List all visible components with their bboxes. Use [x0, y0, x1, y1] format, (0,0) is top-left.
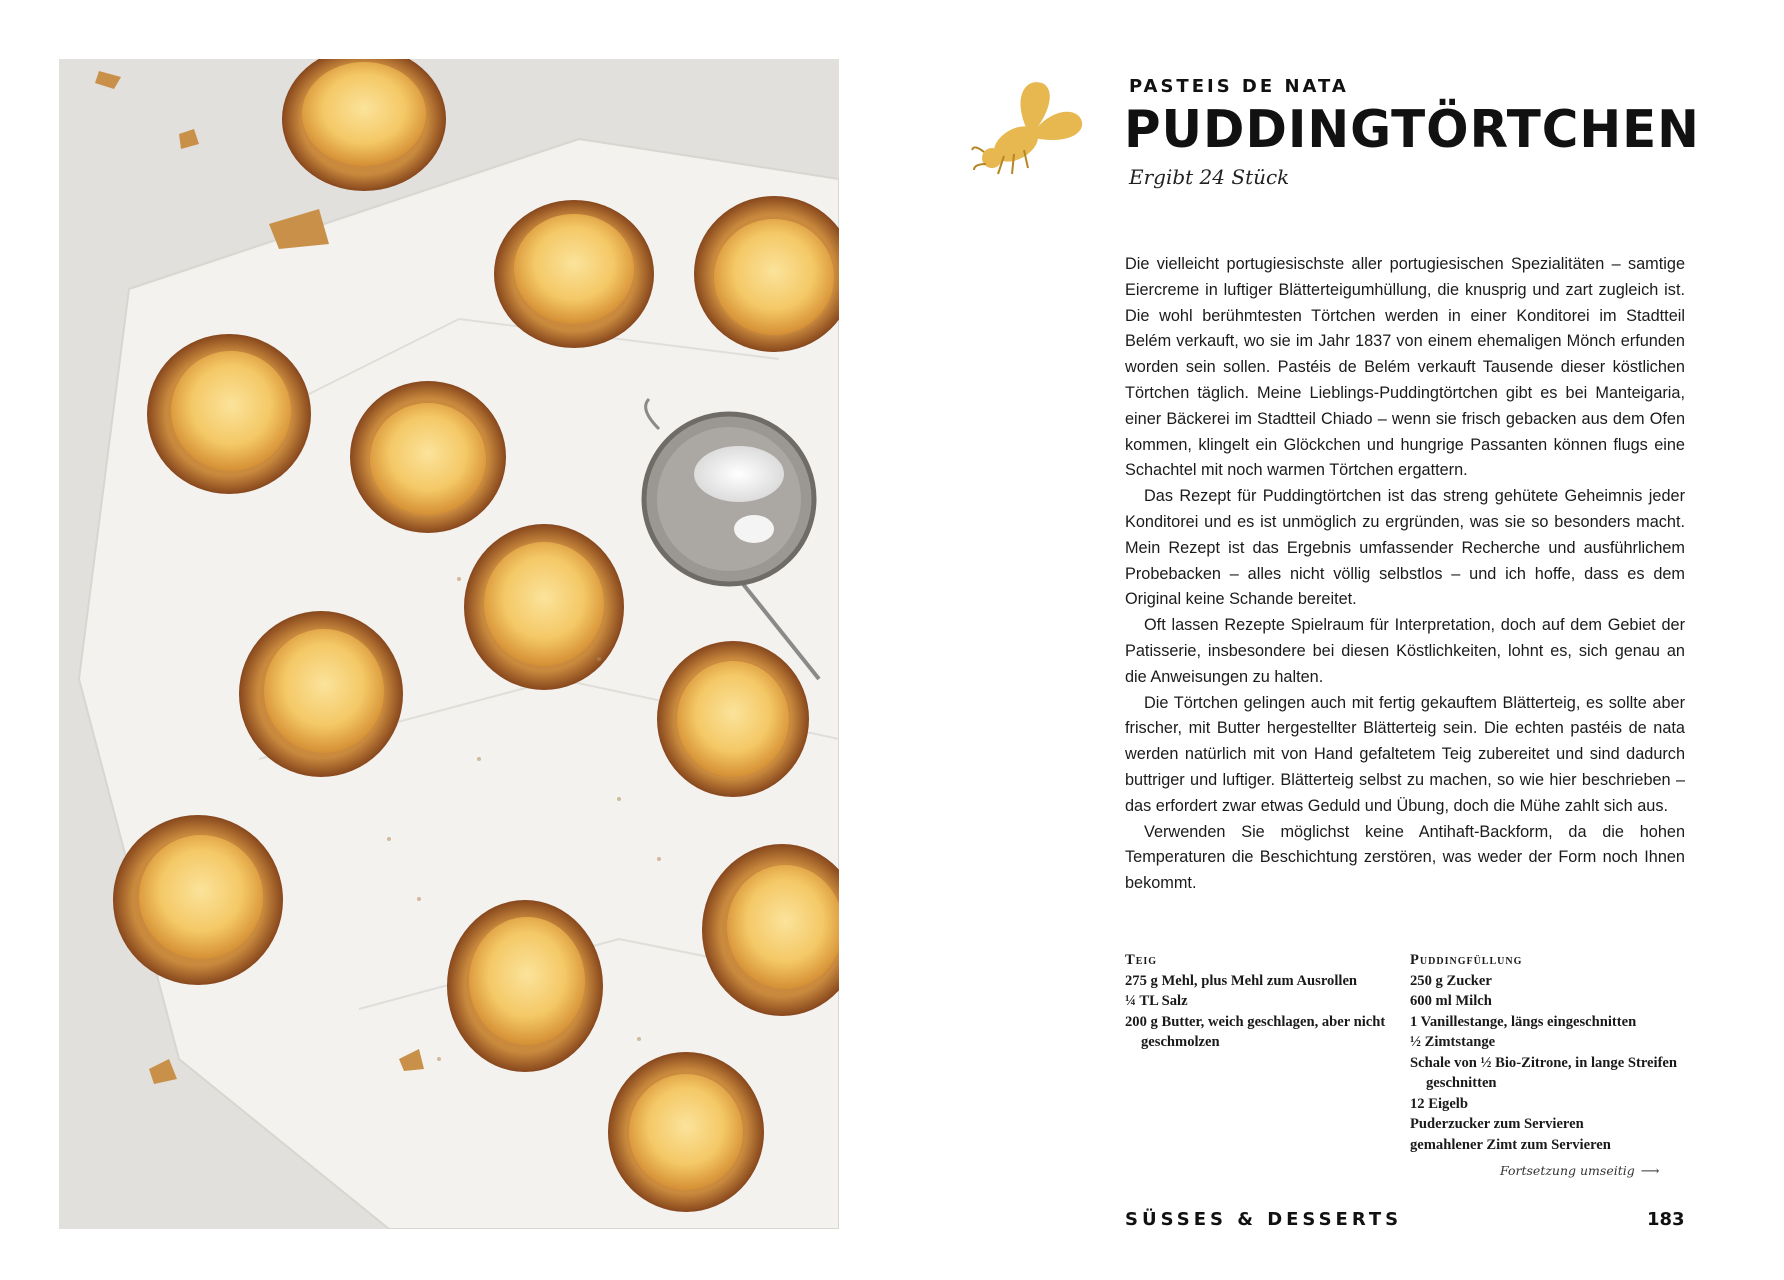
- ingredient-item: Schale von ½ Bio-Zitrone, in lange Streifen geschnitten: [1410, 1054, 1678, 1091]
- tart: [350, 381, 506, 533]
- arrow-right-icon: ⟶: [1640, 1164, 1660, 1179]
- recipe-intro: [1125, 252, 1685, 897]
- ingredient-item: ½ Zimtstange: [1410, 1034, 1496, 1050]
- recipe-yield: Ergibt 24 Stück: [1129, 165, 1290, 189]
- ingredients-dough-heading: Teig: [1125, 952, 1158, 968]
- ingredient-item: 250 g Zucker: [1410, 972, 1492, 989]
- page-number: 183: [1647, 1209, 1685, 1230]
- intro-paragraph: Oft lassen Rezepte Spielraum für Interpretation, doch auf dem Gebiet der Patisserie, insbesondere bei diesen Köstlichkeiten, lohnt es, sich genau an die Anweisungen zu halten.: [1125, 616, 1685, 686]
- ingredient-item: gemahlener Zimt zum Servieren: [1410, 1136, 1611, 1153]
- section-footer: SÜSSES & DESSERTS: [1125, 1209, 1403, 1230]
- tart: [464, 524, 624, 690]
- recipe-title: PUDDINGTÖRTCHEN: [1124, 100, 1700, 160]
- pastel-de-nata-photo-illustration: [59, 59, 839, 1229]
- tart: [447, 900, 603, 1072]
- ingredient-item: 275 g Mehl, plus Mehl zum Ausrollen: [1125, 972, 1358, 989]
- ingredients-filling: [1410, 950, 1695, 1155]
- ingredients-dough: [1125, 950, 1410, 1053]
- ingredient-item: 200 g Butter, weich geschlagen, aber nicht geschmolzen: [1125, 1013, 1386, 1050]
- ingredient-item: 12 Eigelb: [1410, 1095, 1468, 1112]
- intro-paragraph: Die Törtchen gelingen auch mit fertig gekauftem Blätterteig, es sollte aber frischer, mit Butter hergestellter Blätterteig sein. Die echten pastéis de nata werden natürlich mit von Hand gefaltetem Teig zubereitet und sind dadurch buttriger und luftiger. Blätterteig selbst zu machen, so wie hier beschrieben – das erfordert zwar etwas Geduld und Übung, doch die Mühe zahlt sich aus.: [1125, 693, 1685, 815]
- intro-paragraph: Das Rezept für Puddingtörtchen ist das streng gehütete Geheimnis jeder Konditorei und es ist unmöglich zu ergründen, was sie so besonders macht. Mein Rezept ist das Ergebnis umfassender Recherche und ausführlichem Probebacken – alles nicht völlig selbstlos – und ich hoffe, dass es dem Original keine Schande bereitet.: [1125, 487, 1685, 609]
- continued-note-text: Fortsetzung umseitig: [1500, 1163, 1635, 1178]
- recipe-photo: [59, 59, 839, 1229]
- ingredients-filling-heading: Puddingfüllung: [1410, 952, 1523, 968]
- tart: [608, 1052, 764, 1212]
- tart: [113, 815, 283, 985]
- recipe-kicker: PASTEIS DE NATA: [1129, 76, 1349, 97]
- tart: [239, 611, 403, 777]
- ingredient-item: 600 ml Milch: [1410, 993, 1492, 1009]
- ingredient-item: ¼ TL Salz: [1125, 993, 1188, 1009]
- bee-icon: [970, 74, 1086, 190]
- intro-paragraph: Die vielleicht portugiesischste aller portugiesischen Spezialitäten – samtige Eiercreme in luftiger Blätterteigumhüllung, die knusprig und zart zugleich ist. Die wohl berühmtesten Törtchen werden in einer Konditorei im Stadtteil Belém verkauft, wo sie im Jahr 1837 von einem ehemaligen Mönch erfunden worden sein sollen. Pastéis de Belém verkauft Tausende dieser köstlichen Törtchen täglich. Meine Lieblings-Puddingtörtchen gibt es bei Manteigaria, einer Bäckerei im Stadtteil Chiado – wenn sie frisch gebacken aus dem Ofen kommen, klingelt ein Glöckchen und hungrige Passanten können flugs eine Schachtel mit noch warmen Törtchen ergattern.: [1125, 255, 1685, 480]
- intro-paragraph: Verwenden Sie möglichst keine Antihaft-Backform, da die hohen Temperaturen die Beschichtung zerstören, was weder der Form noch Ihnen bekommt.: [1125, 822, 1685, 893]
- continued-note: [1500, 1163, 1659, 1179]
- tart: [494, 200, 654, 348]
- ingredient-item: 1 Vanillestange, längs eingeschnitten: [1410, 1013, 1637, 1030]
- tart: [657, 641, 809, 797]
- ingredient-item: Puderzucker zum Servieren: [1410, 1116, 1584, 1132]
- tart: [147, 334, 311, 494]
